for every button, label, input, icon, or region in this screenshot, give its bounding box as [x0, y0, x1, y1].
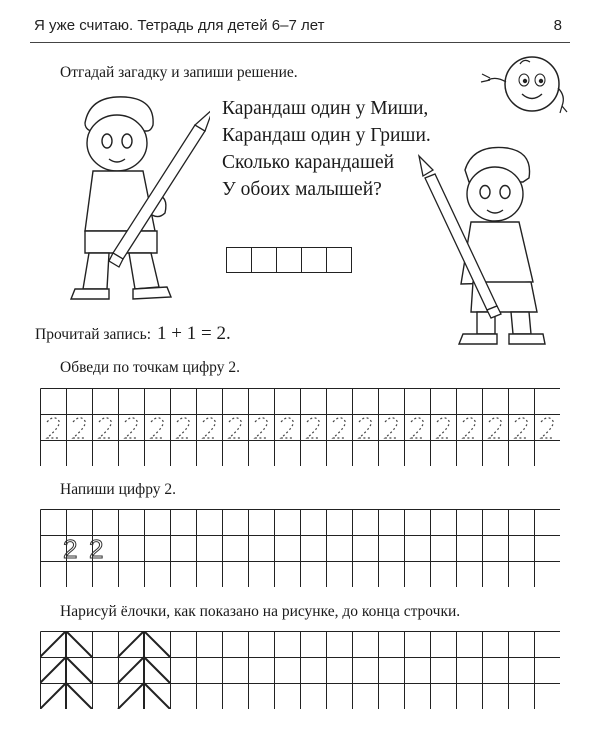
dotted-digit-two — [333, 418, 346, 438]
dotted-digit-two — [515, 418, 528, 438]
trace-instruction: Обведи по точкам цифру 2. — [60, 359, 240, 376]
read-label: Прочитай запись: — [35, 326, 152, 343]
dotted-digit-two — [411, 418, 424, 438]
answer-boxes[interactable] — [226, 247, 352, 273]
boy-with-pencil-left-illustration — [45, 85, 210, 315]
dotted-digit-two — [229, 418, 242, 438]
dotted-digit-two — [177, 418, 190, 438]
dotted-digit-two — [99, 418, 112, 438]
dotted-digit-two — [281, 418, 294, 438]
dotted-digit-two — [541, 418, 554, 438]
smiling-ball-illustration — [470, 52, 580, 122]
poem-line: У обоих малышей? — [222, 179, 382, 200]
dotted-digit-two — [307, 418, 320, 438]
dotted-digit-two — [203, 418, 216, 438]
dotted-digit-two — [47, 418, 60, 438]
dotted-digit-two — [73, 418, 86, 438]
page-header — [0, 0, 600, 44]
write-instruction: Напиши цифру 2. — [60, 481, 176, 498]
riddle-instruction: Отгадай загадку и запиши решение. — [60, 64, 298, 81]
poem-line: Сколько карандашей — [222, 152, 395, 173]
riddle-poem — [222, 95, 431, 203]
dotted-digit-two — [125, 418, 138, 438]
trace-grid[interactable] — [40, 388, 560, 466]
poem-line: Карандаш один у Миши, — [222, 98, 429, 119]
answer-box[interactable] — [227, 248, 252, 272]
answer-box[interactable] — [277, 248, 302, 272]
header-divider — [30, 42, 570, 43]
read-expression-row — [35, 323, 231, 345]
dotted-digit-two — [151, 418, 164, 438]
answer-box[interactable] — [302, 248, 327, 272]
poem-line: Карандаш один у Гриши. — [222, 125, 431, 146]
sample-digit: 2 — [63, 534, 78, 564]
answer-box[interactable] — [327, 248, 351, 272]
equation-text: 1 + 1 = 2. — [157, 323, 231, 344]
book-title: Я уже считаю. Тетрадь для детей 6–7 лет — [34, 17, 325, 34]
dotted-digit-two — [385, 418, 398, 438]
fir-tree-sample — [40, 631, 92, 709]
dotted-digit-two — [255, 418, 268, 438]
draw-grid[interactable] — [40, 631, 560, 709]
dotted-digit-two — [359, 418, 372, 438]
fir-tree-sample — [118, 631, 170, 709]
boy-with-pencil-right-illustration — [415, 140, 565, 355]
answer-box[interactable] — [252, 248, 277, 272]
dotted-digit-two — [489, 418, 502, 438]
dotted-digit-two — [463, 418, 476, 438]
draw-instruction: Нарисуй ёлочки, как показано на рисунке, до конца строчки. — [60, 603, 461, 620]
write-grid[interactable] — [40, 509, 560, 587]
sample-digit: 2 — [89, 534, 104, 564]
dotted-digit-two — [437, 418, 450, 438]
page-number: 8 — [553, 17, 562, 34]
